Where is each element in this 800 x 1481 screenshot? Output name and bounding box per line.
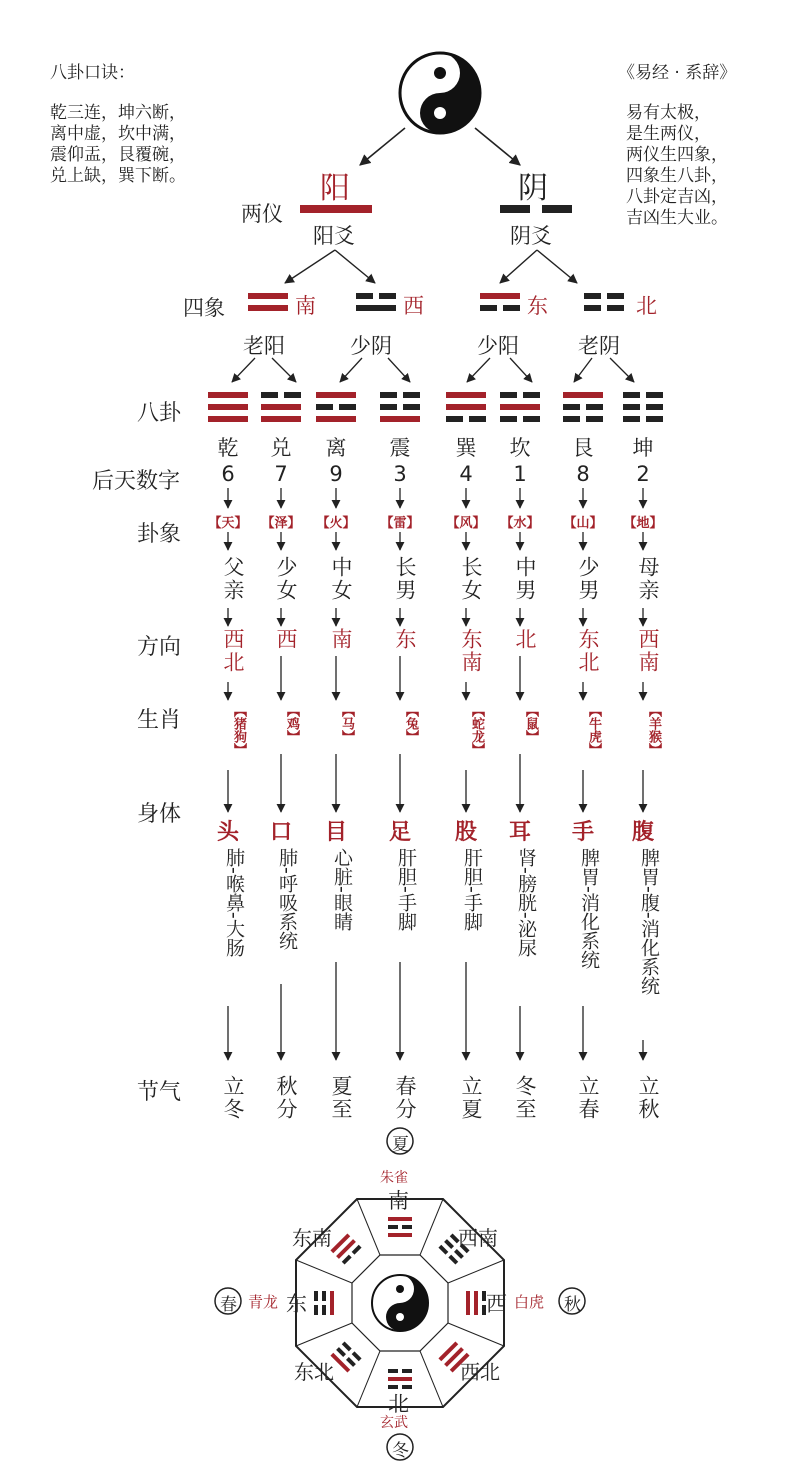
solar-term: 立春	[576, 1075, 600, 1121]
quote-line: 易有太极，	[626, 103, 711, 123]
compass-southeast: 东南	[292, 1226, 332, 1250]
shaoyin-symbol	[356, 293, 396, 311]
direction-label: 东南	[459, 628, 483, 674]
solar-term: 冬至	[513, 1075, 537, 1121]
family-role: 母亲	[636, 556, 660, 602]
organ-list: 心脏-眼睛	[331, 848, 353, 931]
quote-line: 吉凶生大业。	[626, 208, 728, 228]
zodiac-label: 【牛虎】	[586, 704, 601, 756]
zodiac-label: 【鸡】	[284, 704, 299, 743]
sixiang-dir: 北	[636, 294, 657, 318]
houtian-number: 2	[636, 462, 650, 486]
solar-term: 立夏	[459, 1075, 483, 1121]
qinglong-label: 青龙	[248, 1293, 279, 1311]
family-role: 少女	[274, 556, 298, 602]
laoyang-symbol	[248, 293, 288, 311]
body-part: 足	[388, 820, 411, 845]
taiji-icon	[400, 53, 480, 133]
season-summer: 夏	[392, 1135, 409, 1155]
trigram-name: 兑	[270, 436, 292, 460]
zodiac-label: 【蛇龙】	[469, 704, 484, 756]
houtian-number: 3	[393, 462, 407, 486]
family-role: 少男	[576, 556, 600, 602]
row-label-body: 身体	[137, 802, 182, 827]
direction-label: 南	[329, 628, 353, 651]
yin-label: 阴	[518, 171, 548, 206]
organ-list: 肺-喉鼻-大肠	[223, 848, 245, 957]
direction-label: 西南	[636, 628, 660, 674]
gen-trigram	[563, 392, 603, 422]
mnemonic-line: 乾三连，坤六断，	[50, 103, 186, 123]
houtian-number: 9	[329, 462, 343, 486]
organ-list: 肝胆-手脚	[461, 848, 483, 931]
solar-term: 春分	[393, 1075, 417, 1121]
yang-yao-label: 阳爻	[313, 224, 355, 248]
shaoyang-symbol	[480, 293, 520, 311]
houtian-number: 6	[221, 462, 235, 486]
compass-northwest: 西北	[460, 1360, 500, 1384]
family-role: 父亲	[221, 556, 245, 602]
quote-line: 两仪生四象，	[626, 145, 728, 165]
zodiac-label: 【马】	[339, 704, 354, 743]
organ-list: 脾胃-消化系统	[578, 848, 600, 969]
organ-list: 脾胃-腹-消化系统	[638, 848, 660, 995]
quote-line: 是生两仪，	[626, 124, 711, 144]
houtian-number: 1	[513, 462, 527, 486]
family-role: 中男	[513, 556, 537, 602]
direction-label: 西北	[221, 628, 245, 674]
compass-southwest: 西南	[458, 1226, 498, 1250]
compass-west: 西	[486, 1292, 507, 1316]
solar-term: 夏至	[329, 1075, 353, 1121]
organ-list: 肝胆-手脚	[395, 848, 417, 931]
compass-south: 南	[388, 1189, 409, 1213]
li-trigram	[316, 392, 356, 422]
mnemonic-line: 兑上缺，巽下断。	[50, 166, 186, 186]
quote-title: 《易经 · 系辞》	[618, 63, 737, 83]
sixiang-name: 少阳	[477, 334, 519, 358]
zodiac-label: 【猪狗】	[231, 704, 246, 756]
yin-yao-label: 阴爻	[510, 224, 552, 248]
row-label-bagua: 八卦	[137, 401, 182, 426]
houtian-number: 8	[576, 462, 590, 486]
dui-trigram	[261, 392, 301, 422]
trigram-name: 乾	[217, 436, 239, 460]
yang-label: 阳	[320, 171, 350, 206]
compass-northeast: 东北	[294, 1360, 334, 1384]
body-part: 目	[324, 820, 347, 845]
season-autumn: 秋	[564, 1295, 581, 1315]
compass-north: 北	[388, 1392, 409, 1416]
zodiac-label: 【兔】	[403, 704, 418, 743]
family-role: 长男	[393, 556, 417, 602]
guaxiang-label: 【山】	[563, 516, 603, 531]
liangyi-label: 两仪	[241, 202, 283, 226]
sixiang-name: 少阴	[350, 334, 392, 358]
body-part: 耳	[508, 820, 531, 845]
trigram-name: 震	[389, 436, 411, 460]
houtian-number: 4	[459, 462, 473, 486]
qian-trigram	[208, 392, 248, 422]
body-part: 手	[571, 820, 594, 845]
mnemonic-line: 震仰盂，艮覆碗，	[50, 145, 186, 165]
guaxiang-label: 【火】	[316, 516, 356, 531]
body-part: 头	[216, 820, 239, 845]
direction-label: 东北	[576, 628, 600, 674]
baihu-label: 白虎	[514, 1293, 545, 1311]
guaxiang-label: 【雷】	[380, 516, 420, 531]
family-role: 长女	[459, 556, 483, 602]
mnemonic-line: 离中虚，坎中满，	[50, 124, 186, 144]
houtian-number: 7	[274, 462, 288, 486]
sixiang-label: 四象	[183, 296, 225, 320]
laoyin-symbol	[584, 293, 624, 311]
season-spring: 春	[220, 1295, 237, 1315]
sixiang-dir: 西	[403, 294, 424, 318]
organ-list: 肾-膀胱-泌尿	[515, 848, 537, 957]
guaxiang-label: 【风】	[446, 516, 486, 531]
xun-trigram	[446, 392, 486, 422]
sixiang-name: 老阴	[578, 334, 620, 358]
guaxiang-label: 【泽】	[261, 516, 301, 531]
row-label-direction: 方向	[137, 635, 182, 660]
compass-taiji-icon	[372, 1275, 428, 1331]
kan-trigram	[500, 392, 540, 422]
solar-term: 立冬	[221, 1075, 245, 1121]
row-label-solar-term: 节气	[137, 1080, 182, 1105]
sixiang-dir: 东	[527, 294, 548, 318]
row-label-zodiac: 生肖	[137, 708, 182, 733]
row-label-houtian: 后天数字	[92, 469, 181, 494]
zhuque-label: 朱雀	[380, 1170, 408, 1186]
family-role: 中女	[329, 556, 353, 602]
guaxiang-label: 【地】	[623, 516, 663, 531]
guaxiang-label: 【天】	[208, 516, 248, 531]
sixiang-name: 老阳	[243, 334, 285, 358]
direction-label: 西	[274, 628, 298, 651]
row-label-guaxiang: 卦象	[137, 522, 182, 547]
guaxiang-label: 【水】	[500, 516, 540, 531]
compass-east: 东	[286, 1292, 307, 1316]
quote-line: 四象生八卦，	[626, 166, 728, 186]
organ-list: 肺-呼吸系统	[276, 848, 298, 950]
direction-label: 东	[393, 628, 417, 651]
trigram-name: 坎	[509, 436, 531, 460]
body-part: 股	[454, 820, 477, 845]
trigram-name: 巽	[455, 436, 477, 460]
zhen-trigram	[380, 392, 420, 422]
solar-term: 秋分	[274, 1075, 298, 1121]
trigram-name: 坤	[632, 436, 654, 460]
zodiac-label: 【鼠】	[523, 704, 538, 743]
trigram-name: 艮	[572, 436, 594, 460]
xuanwu-label: 玄武	[380, 1415, 408, 1431]
kun-trigram	[623, 392, 663, 422]
sixiang-dir: 南	[295, 294, 316, 318]
season-winter: 冬	[392, 1441, 409, 1461]
quote-line: 八卦定吉凶，	[626, 187, 728, 207]
trigram-name: 离	[325, 436, 347, 460]
solar-term: 立秋	[636, 1075, 660, 1121]
mnemonic-title: 八卦口诀：	[50, 63, 135, 83]
body-part: 腹	[631, 820, 654, 845]
body-part: 口	[269, 820, 292, 845]
zodiac-label: 【羊猴】	[646, 704, 661, 756]
direction-label: 北	[513, 628, 537, 651]
